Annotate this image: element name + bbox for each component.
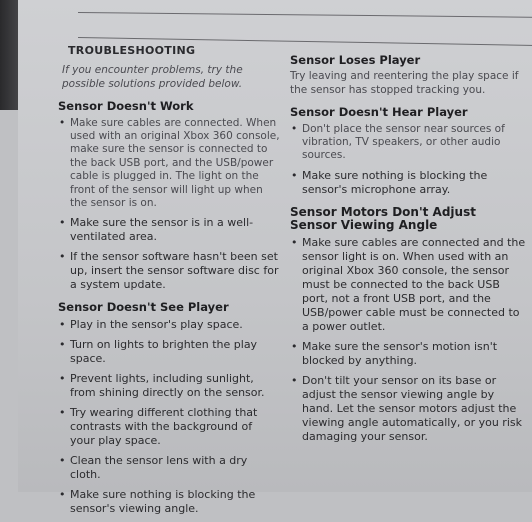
list-item: • Play in the sensor's play space. — [58, 318, 280, 332]
section-title-sensor-doesnt-hear-player: Sensor Doesn't Hear Player — [290, 105, 468, 120]
list-sensor-doesnt-see-player — [58, 318, 280, 516]
list-item: • Make sure cables are connected. When used with an original Xbox 360 console, make sure the sensor is connected to the back USB port, and the USB/power cable is plugged in. The light on the front of the sensor will light up when the sensor is on. — [58, 117, 280, 211]
list-sensor-motors — [290, 236, 526, 444]
page-title: TROUBLESHOOTING — [68, 44, 196, 57]
list-item: • Prevent lights, including sunlight, from shining directly on the sensor. — [58, 372, 280, 400]
left-column — [58, 40, 280, 522]
intro-text: If you encounter problems, try the possible solutions provided below. — [62, 64, 243, 90]
sensor-loses-player-text: Try leaving and reentering the play space if the sensor has stopped tracking you. — [290, 70, 519, 96]
list-item: • Clean the sensor lens with a dry cloth. — [58, 454, 280, 482]
section-title-sensor-doesnt-see-player: Sensor Doesn't See Player — [58, 300, 229, 315]
list-sensor-doesnt-hear-player — [290, 123, 526, 197]
section-title-sensor-doesnt-work: Sensor Doesn't Work — [58, 99, 194, 114]
list-item: • Make sure nothing is blocking the sensor's viewing angle. — [58, 488, 280, 516]
right-column — [290, 52, 526, 450]
list-item: • Make sure nothing is blocking the sensor's microphone array. — [290, 169, 526, 197]
list-item: • Make sure the sensor's motion isn't blocked by anything. — [290, 340, 526, 368]
list-item: • Make sure the sensor is in a well-ventilated area. — [58, 216, 280, 244]
list-item: • If the sensor software hasn't been set up, insert the sensor software disc for a system update. — [58, 250, 280, 292]
list-sensor-doesnt-work — [58, 117, 280, 293]
list-item: • Don't place the sensor near sources of vibration, TV speakers, or other audio sources. — [290, 123, 526, 163]
list-item: • Make sure cables are connected and the sensor light is on. When used with an original Xbox 360 console, the sensor must be connected to the back USB port, not a front USB port, and the USB/power cable must be connected to a power outlet. — [290, 236, 526, 334]
top-rule — [78, 12, 532, 18]
list-item: • Don't tilt your sensor on its base or adjust the sensor viewing angle by hand. Let the sensor motors adjust the viewing angle automatically, or you risk damaging your sensor. — [290, 374, 526, 444]
section-title-sensor-loses-player: Sensor Loses Player — [290, 53, 421, 67]
section-title-sensor-motors: Sensor Motors Don't Adjust Sensor Viewing Angle — [290, 204, 476, 233]
list-item: • Try wearing different clothing that contrasts with the background of your play space. — [58, 406, 280, 448]
list-item: • Turn on lights to brighten the play space. — [58, 338, 280, 366]
